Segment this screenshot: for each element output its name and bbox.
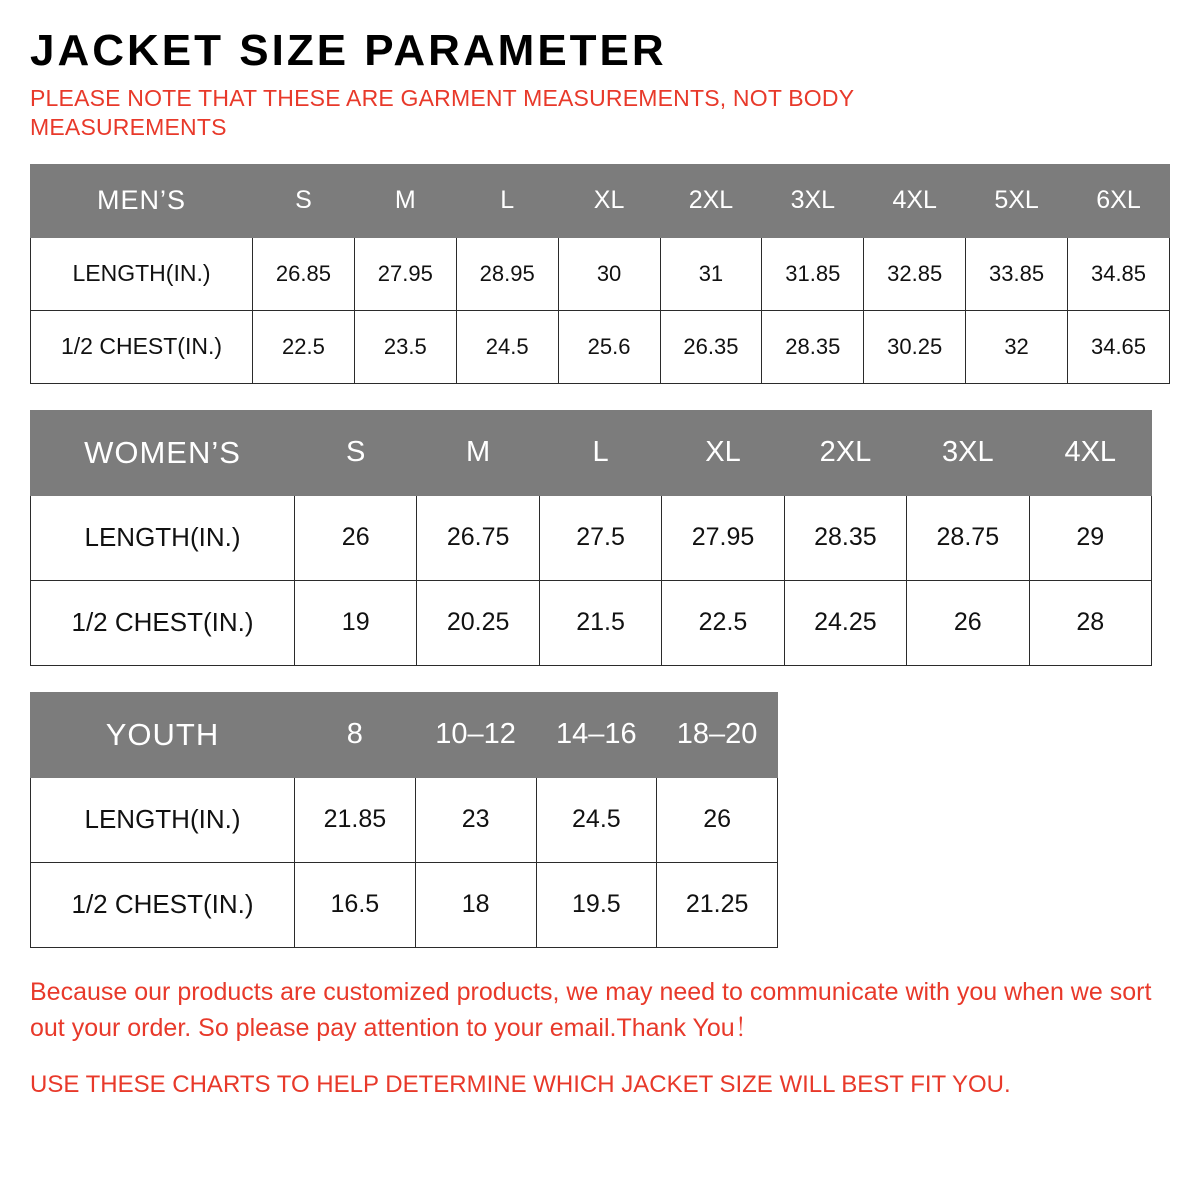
cell-value: 21.25 (657, 862, 778, 947)
cell-value: 28.75 (907, 495, 1029, 580)
column-header: 18–20 (657, 692, 778, 777)
cell-value: 28 (1029, 580, 1151, 665)
table-row (31, 862, 778, 947)
cell-value: 16.5 (295, 862, 416, 947)
cell-value: 31 (660, 237, 762, 310)
row-label: 1/2 CHEST(IN.) (31, 862, 295, 947)
column-header: 4XL (1029, 410, 1151, 495)
cell-value: 27.5 (539, 495, 661, 580)
column-header: S (295, 410, 417, 495)
cell-value: 34.65 (1068, 310, 1170, 383)
cell-value: 32 (966, 310, 1068, 383)
cell-value: 33.85 (966, 237, 1068, 310)
table-header-row (31, 410, 1152, 495)
table-row (31, 237, 1170, 310)
cell-value: 26.75 (417, 495, 539, 580)
mens-size-table (30, 164, 1170, 384)
youth-header-label: YOUTH (31, 692, 295, 777)
mens-header-label: MEN’S (31, 164, 253, 237)
cell-value: 26 (907, 580, 1029, 665)
cell-value: 28.95 (456, 237, 558, 310)
row-label: 1/2 CHEST(IN.) (31, 310, 253, 383)
table-header-row (31, 692, 778, 777)
cell-value: 18 (415, 862, 536, 947)
chart-usage-note: USE THESE CHARTS TO HELP DETERMINE WHICH JACKET SIZE WILL BEST FIT YOU. (30, 1071, 1011, 1099)
column-header: M (354, 164, 456, 237)
table-row (31, 495, 1152, 580)
row-label: LENGTH(IN.) (31, 495, 295, 580)
cell-value: 27.95 (662, 495, 784, 580)
womens-size-table (30, 410, 1152, 666)
cell-value: 28.35 (762, 310, 864, 383)
cell-value: 26 (657, 777, 778, 862)
cell-value: 31.85 (762, 237, 864, 310)
column-header: 8 (295, 692, 416, 777)
cell-value: 19.5 (536, 862, 657, 947)
cell-value: 24.5 (456, 310, 558, 383)
table-header-row (31, 164, 1170, 237)
column-header: 10–12 (415, 692, 536, 777)
customization-note: Because our products are customized products, we may need to communicate with you when we sort out your order. So please pay attention to your email.Thank You！ (30, 977, 1152, 1042)
cell-value: 19 (295, 580, 417, 665)
cell-value: 34.85 (1068, 237, 1170, 310)
cell-value: 26 (295, 495, 417, 580)
column-header: 6XL (1068, 164, 1170, 237)
youth-size-table (30, 692, 778, 948)
cell-value: 24.5 (536, 777, 657, 862)
column-header: 3XL (762, 164, 864, 237)
cell-value: 29 (1029, 495, 1151, 580)
row-label: 1/2 CHEST(IN.) (31, 580, 295, 665)
row-label: LENGTH(IN.) (31, 777, 295, 862)
cell-value: 30.25 (864, 310, 966, 383)
cell-value: 23 (415, 777, 536, 862)
column-header: L (539, 410, 661, 495)
table-row (31, 310, 1170, 383)
cell-value: 27.95 (354, 237, 456, 310)
cell-value: 30 (558, 237, 660, 310)
womens-header-label: WOMEN’S (31, 410, 295, 495)
row-label: LENGTH(IN.) (31, 237, 253, 310)
cell-value: 24.25 (784, 580, 906, 665)
cell-value: 22.5 (253, 310, 355, 383)
page-title: JACKET SIZE PARAMETER (30, 26, 667, 75)
column-header: M (417, 410, 539, 495)
column-header: S (253, 164, 355, 237)
column-header: 14–16 (536, 692, 657, 777)
column-header: 4XL (864, 164, 966, 237)
cell-value: 21.5 (539, 580, 661, 665)
cell-value: 32.85 (864, 237, 966, 310)
cell-value: 25.6 (558, 310, 660, 383)
cell-value: 22.5 (662, 580, 784, 665)
column-header: 3XL (907, 410, 1029, 495)
column-header: L (456, 164, 558, 237)
column-header: XL (558, 164, 660, 237)
garment-measurement-note: PLEASE NOTE THAT THESE ARE GARMENT MEASUREMENTS, NOT BODY MEASUREMENTS (30, 85, 854, 140)
cell-value: 28.35 (784, 495, 906, 580)
cell-value: 21.85 (295, 777, 416, 862)
column-header: 2XL (660, 164, 762, 237)
cell-value: 26.85 (253, 237, 355, 310)
column-header: 2XL (784, 410, 906, 495)
table-row (31, 777, 778, 862)
cell-value: 23.5 (354, 310, 456, 383)
cell-value: 26.35 (660, 310, 762, 383)
column-header: 5XL (966, 164, 1068, 237)
table-row (31, 580, 1152, 665)
cell-value: 20.25 (417, 580, 539, 665)
column-header: XL (662, 410, 784, 495)
